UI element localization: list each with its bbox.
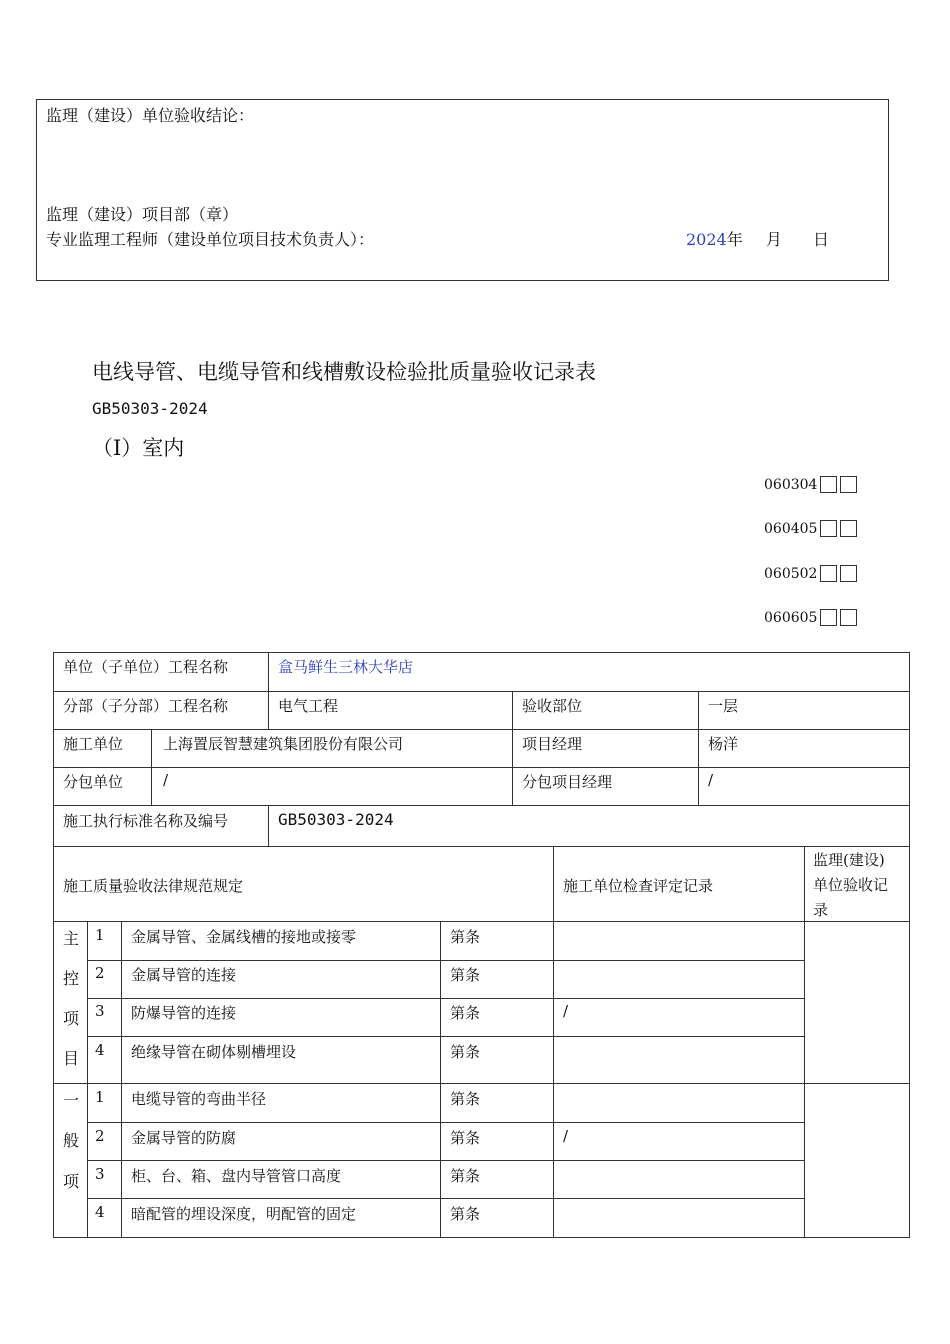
code-checkbox[interactable] bbox=[840, 565, 857, 582]
contractor-label: 施工单位 bbox=[63, 735, 124, 753]
project-manager-value: 杨洋 bbox=[708, 735, 739, 753]
check-record-header: 施工单位检查评定记录 bbox=[563, 877, 714, 895]
item-clause: 第条 bbox=[450, 1205, 481, 1223]
item-number: 3 bbox=[95, 1165, 105, 1183]
sub-project-label: 分部（子分部）工程名称 bbox=[63, 697, 229, 715]
item-clause: 第条 bbox=[450, 1090, 481, 1108]
item-name: 防爆导管的连接 bbox=[131, 1004, 237, 1022]
item-clause: 第条 bbox=[450, 928, 481, 946]
contractor-value: 上海置辰智慧建筑集团股份有限公司 bbox=[163, 735, 404, 753]
inspection-record-table bbox=[53, 652, 910, 1238]
item-number: 4 bbox=[95, 1041, 105, 1059]
general-group-label-char: 般 bbox=[63, 1131, 80, 1150]
sub-project-value: 电气工程 bbox=[278, 697, 339, 715]
item-number: 2 bbox=[95, 964, 105, 982]
item-record: / bbox=[563, 1127, 569, 1145]
general-group-label-char: 一 bbox=[63, 1091, 80, 1110]
sub-manager-label: 分包项目经理 bbox=[522, 773, 613, 791]
subcontractor-value: / bbox=[163, 771, 169, 789]
code-row bbox=[764, 476, 857, 493]
standard-value: GB50303-2024 bbox=[278, 810, 394, 829]
date-year: 2024 bbox=[686, 230, 727, 249]
supervision-header-line1: 监理(建设) bbox=[813, 851, 885, 869]
code-checkbox[interactable] bbox=[840, 609, 857, 626]
form-subtitle: （Ⅰ）室内 bbox=[92, 436, 185, 460]
item-clause: 第条 bbox=[450, 966, 481, 984]
conclusion-label: 监理（建设）单位验收结论： bbox=[46, 106, 255, 125]
code-checkbox[interactable] bbox=[820, 565, 837, 582]
item-name: 金属导管的防腐 bbox=[131, 1129, 237, 1147]
form-standard: GB50303-2024 bbox=[92, 399, 208, 418]
code-row bbox=[764, 565, 857, 582]
project-manager-label: 项目经理 bbox=[522, 735, 583, 753]
item-clause: 第条 bbox=[450, 1004, 481, 1022]
main-group-label-char: 主 bbox=[63, 929, 80, 948]
item-clause: 第条 bbox=[450, 1129, 481, 1147]
inspection-part-label: 验收部位 bbox=[522, 697, 583, 715]
code-number: 060502 bbox=[764, 565, 818, 582]
code-row bbox=[764, 609, 857, 626]
acceptance-conclusion-box bbox=[36, 99, 889, 281]
main-group-label-char: 控 bbox=[63, 969, 80, 988]
item-name: 金属导管、金属线槽的接地或接零 bbox=[131, 928, 357, 946]
code-checkbox[interactable] bbox=[840, 476, 857, 493]
subcontractor-label: 分包单位 bbox=[63, 773, 124, 791]
main-group-label-char: 项 bbox=[63, 1009, 80, 1028]
item-name: 绝缘导管在砌体剔槽埋设 bbox=[131, 1043, 297, 1061]
day-unit: 日 bbox=[812, 230, 829, 249]
inspection-part-value: 一层 bbox=[708, 697, 739, 715]
item-name: 电缆导管的弯曲半径 bbox=[131, 1090, 267, 1108]
item-number: 4 bbox=[95, 1203, 105, 1221]
sub-manager-value: / bbox=[708, 771, 714, 789]
code-checkbox[interactable] bbox=[820, 520, 837, 537]
regulation-header: 施工质量验收法律规范规定 bbox=[63, 877, 244, 895]
standard-label: 施工执行标准名称及编号 bbox=[63, 812, 229, 830]
date-line bbox=[686, 227, 829, 250]
main-group-label-char: 目 bbox=[63, 1049, 80, 1068]
item-number: 1 bbox=[95, 926, 105, 944]
item-clause: 第条 bbox=[450, 1167, 481, 1185]
supervision-header-line3: 录 bbox=[813, 901, 829, 919]
item-clause: 第条 bbox=[450, 1043, 481, 1061]
item-number: 2 bbox=[95, 1127, 105, 1145]
form-title: 电线导管、电缆导管和线槽敷设检验批质量验收记录表 bbox=[92, 360, 596, 384]
item-number: 1 bbox=[95, 1088, 105, 1106]
month-unit: 月 bbox=[765, 230, 782, 249]
code-number: 060304 bbox=[764, 476, 818, 493]
code-checkbox[interactable] bbox=[820, 609, 837, 626]
code-number: 060405 bbox=[764, 520, 818, 537]
item-number: 3 bbox=[95, 1002, 105, 1020]
project-name-value: 盒马鲜生三林大华店 bbox=[278, 658, 414, 676]
project-name-label: 单位（子单位）工程名称 bbox=[63, 658, 229, 676]
engineer-label: 专业监理工程师（建设单位项目技术负责人）： bbox=[46, 230, 375, 249]
item-name: 暗配管的埋设深度，明配管的固定 bbox=[131, 1205, 357, 1223]
supervision-header-line2: 单位验收记 bbox=[813, 876, 889, 894]
item-name: 柜、台、箱、盘内导管管口高度 bbox=[131, 1167, 342, 1185]
year-unit: 年 bbox=[726, 230, 743, 249]
item-record: / bbox=[563, 1002, 569, 1020]
code-number: 060605 bbox=[764, 609, 818, 626]
item-name: 金属导管的连接 bbox=[131, 966, 237, 984]
general-group-label-char: 项 bbox=[63, 1172, 80, 1191]
supervision-dept-label: 监理（建设）项目部（章） bbox=[46, 205, 239, 224]
code-row bbox=[764, 520, 857, 537]
code-checkbox[interactable] bbox=[820, 476, 837, 493]
code-checkbox[interactable] bbox=[840, 520, 857, 537]
